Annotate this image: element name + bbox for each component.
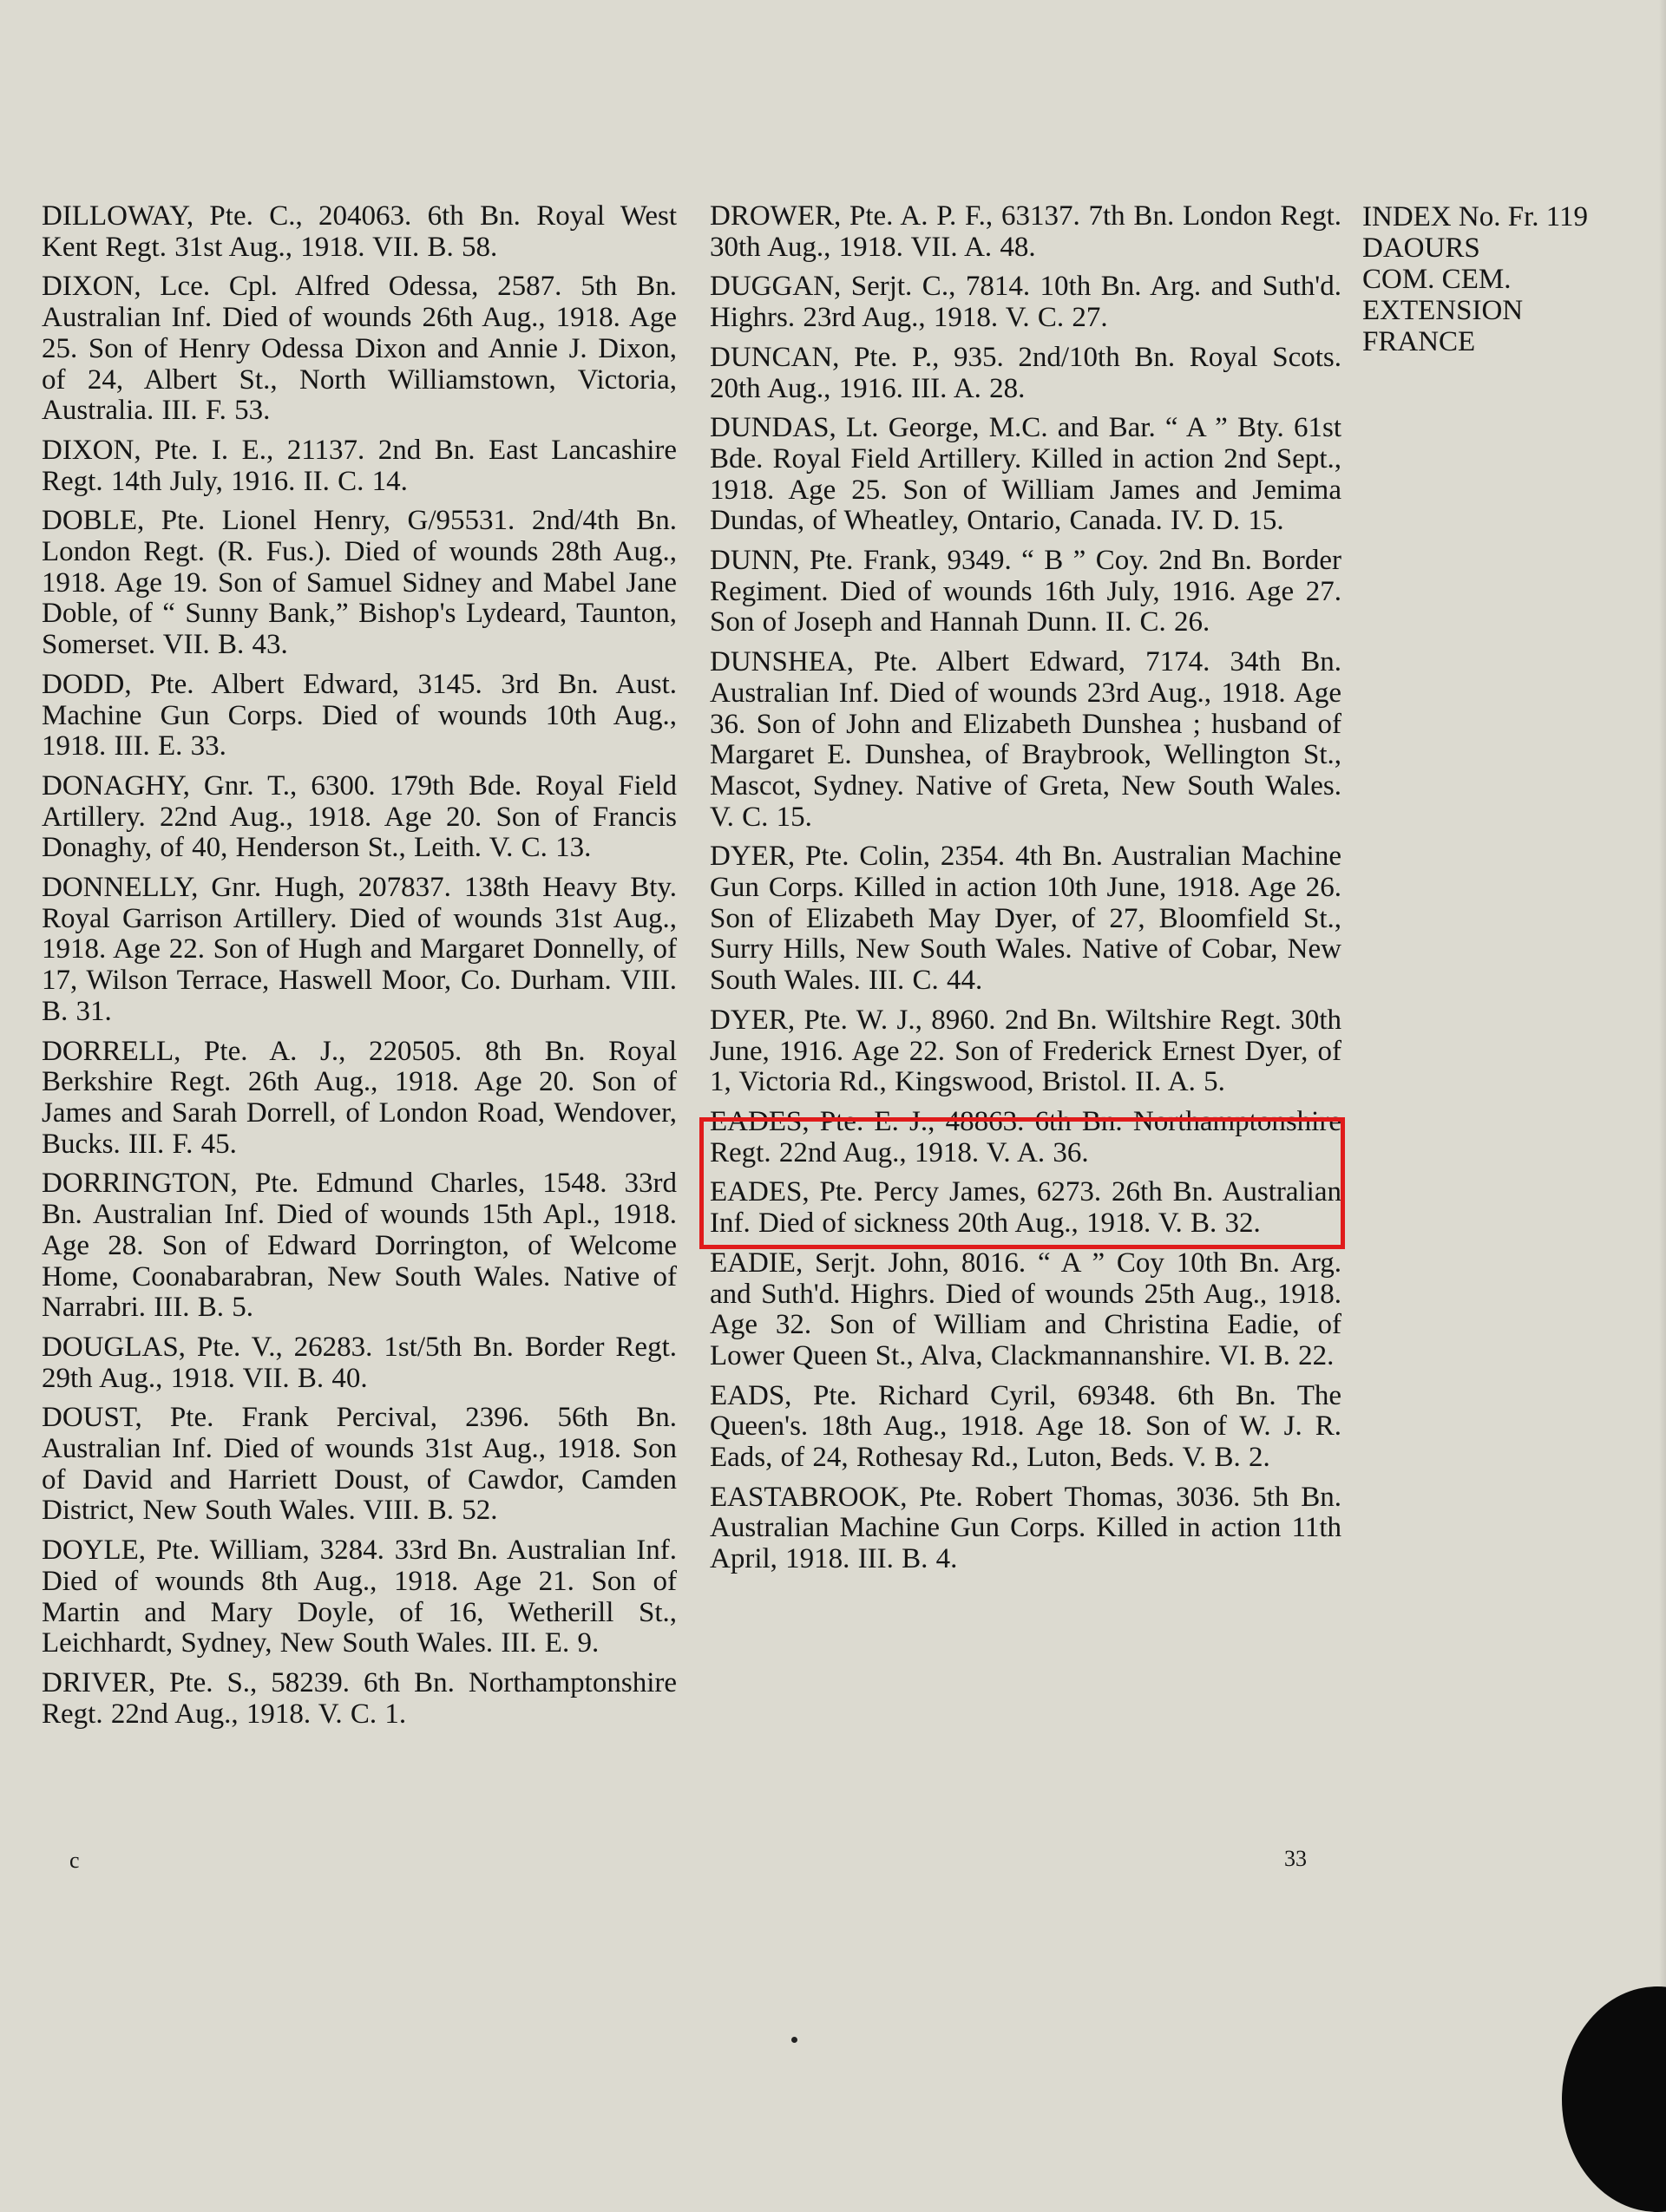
register-entry: DUNN, Pte. Frank, 9349. “ B ” Coy. 2nd Bn. Border Regiment. Died of wounds 16th July, 1916. Age 27. Son of Joseph and Hannah Dunn. II. C. 26. (710, 545, 1341, 638)
register-entry: DOUST, Pte. Frank Percival, 2396. 56th Bn. Australian Inf. Died of wounds 31st Aug., 1918. Son of David and Harriett Doust, of Cawdor, Camden District, New South Wales. VIII. B. 52. (42, 1402, 677, 1527)
highlighted-register-entry: DYER, Pte. W. J., 8960. 2nd Bn. Wiltshire Regt. 30th June, 1916. Age 22. Son of Frederick Ernest Dyer, of 1, Victoria Rd., Kingswood, Bristol. II. A. 5. (710, 1004, 1341, 1098)
register-entry: DUGGAN, Serjt. C., 7814. 10th Bn. Arg. and Suth'd. Highrs. 23rd Aug., 1918. V. C. 27. (710, 271, 1341, 334)
cemetery-heading (1362, 201, 1657, 357)
left-column (42, 201, 677, 1738)
register-entry: DYER, Pte. Colin, 2354. 4th Bn. Australian Machine Gun Corps. Killed in action 10th June, 1918. Age 26. Son of Elizabeth May Dyer, of 27, Bloomfield St., Surry Hills, New South Wales. Native of Cobar, New South Wales. III. C. 44. (710, 841, 1341, 997)
signature-mark: c (69, 1848, 80, 1873)
register-entry: DUNSHEA, Pte. Albert Edward, 7174. 34th Bn. Australian Inf. Died of wounds 23rd Aug., 1918. Age 36. Son of John and Elizabeth Dunshea ; husband of Margaret E. Dunshea, of Braybrook, Wellington St., Mascot, Sydney. Native of Greta, New South Wales. V. C. 15. (710, 646, 1341, 833)
register-entry: DROWER, Pte. A. P. F., 63137. 7th Bn. London Regt. 30th Aug., 1918. VII. A. 48. (710, 200, 1341, 263)
register-entry: DORRELL, Pte. A. J., 220505. 8th Bn. Royal Berkshire Regt. 26th Aug., 1918. Age 20. Son of James and Sarah Dorrell, of London Road, Wendover, Bucks. III. F. 45. (42, 1035, 677, 1160)
highlight-box (699, 1117, 1345, 1249)
register-entry: DOYLE, Pte. William, 3284. 33rd Bn. Australian Inf. Died of wounds 8th Aug., 1918. Age 21. Son of Martin and Mary Doyle, of 16, Wetherill St., Leichhardt, Sydney, New South Wales. III. E. 9. (42, 1535, 677, 1659)
register-entry: EADIE, Serjt. John, 8016. “ A ” Coy 10th Bn. Arg. and Suth'd. Highrs. Died of wounds 25th Aug., 1918. Age 32. Son of William and Christina Eadie, of Lower Queen St., Alva, Clackmannanshire. VI. B. 22. (710, 1247, 1341, 1371)
ink-dot (791, 2037, 797, 2043)
register-entry: DILLOWAY, Pte. C., 204063. 6th Bn. Royal West Kent Regt. 31st Aug., 1918. VII. B. 58. (42, 200, 677, 263)
register-entry: DONNELLY, Gnr. Hugh, 207837. 138th Heavy Bty. Royal Garrison Artillery. Died of wounds 31st Aug., 1918. Age 22. Son of Hugh and Margaret Donnelly, of 17, Wilson Terrace, Haswell Moor, Co. Durham. VIII. B. 31. (42, 872, 677, 1027)
corner-shadow (1562, 1986, 1666, 2212)
register-entry: EADES, Pte. E. J., 48863. 6th Bn. Northamptonshire Regt. 22nd Aug., 1918. V. A. 36. (710, 1105, 1341, 1168)
register-entry: DRIVER, Pte. S., 58239. 6th Bn. Northamptonshire Regt. 22nd Aug., 1918. V. C. 1. (42, 1666, 677, 1730)
page-edge-shade (1659, 0, 1666, 2165)
register-entry: EASTABROOK, Pte. Robert Thomas, 3036. 5th Bn. Australian Machine Gun Corps. Killed in action 11th April, 1918. III. B. 4. (710, 1481, 1341, 1575)
register-entry: DIXON, Lce. Cpl. Alfred Odessa, 2587. 5th Bn. Australian Inf. Died of wounds 26th Aug., 1918. Age 25. Son of Henry Odessa Dixon and Annie J. Dixon, of 24, Albert St., North Williamstown, Victoria, Australia. III. F. 53. (42, 271, 677, 427)
index-number: INDEX No. Fr. 119 (1362, 201, 1589, 232)
middle-column (710, 201, 1341, 1584)
cemetery-name-line: EXTENSION (1362, 295, 1524, 326)
register-entry: DODD, Pte. Albert Edward, 3145. 3rd Bn. Aust. Machine Gun Corps. Died of wounds 10th Aug., 1918. III. E. 33. (42, 668, 677, 762)
register-entry: EADES, Pte. Percy James, 6273. 26th Bn. Australian Inf. Died of sickness 20th Aug., 1918. V. B. 32. (710, 1176, 1341, 1240)
register-entry: DORRINGTON, Pte. Edmund Charles, 1548. 33rd Bn. Australian Inf. Died of wounds 15th Apl., 1918. Age 28. Son of Edward Dorrington, of Welcome Home, Coonabarabran, New South Wales. Native of Narrabri. III. B. 5. (42, 1168, 677, 1324)
cemetery-name-line: FRANCE (1362, 326, 1476, 357)
register-entry: EADS, Pte. Richard Cyril, 69348. 6th Bn. The Queen's. 18th Aug., 1918. Age 18. Son of W. J. R. Eads, of 24, Rothesay Rd., Luton, Beds. V. B. 2. (710, 1379, 1341, 1474)
register-entry: DONAGHY, Gnr. T., 6300. 179th Bde. Royal Field Artillery. 22nd Aug., 1918. Age 20. Son of Francis Donaghy, of 40, Henderson St., Leith. V. C. 13. (42, 769, 677, 864)
cemetery-name-line: COM. CEM. (1362, 264, 1512, 295)
register-entry: DIXON, Pte. I. E., 21137. 2nd Bn. East Lancashire Regt. 14th July, 1916. II. C. 14. (42, 434, 677, 497)
register-entry: DUNCAN, Pte. P., 935. 2nd/10th Bn. Royal Scots. 20th Aug., 1916. III. A. 28. (710, 341, 1341, 404)
register-entry: DUNDAS, Lt. George, M.C. and Bar. “ A ” Bty. 61st Bde. Royal Field Artillery. Killed in action 2nd Sept., 1918. Age 25. Son of William James and Jemima Dundas, of Wheatley, Ontario, Canada. IV. D. 15. (710, 412, 1341, 537)
register-entry: DOUGLAS, Pte. V., 26283. 1st/5th Bn. Border Regt. 29th Aug., 1918. VII. B. 40. (42, 1331, 677, 1394)
register-entry: DOBLE, Pte. Lionel Henry, G/95531. 2nd/4th Bn. London Regt. (R. Fus.). Died of wounds 28th Aug., 1918. Age 19. Son of Samuel Sidney and Mabel Jane Doble, of “ Sunny Bank,” Bishop's Lydeard, Taunton, Somerset. VII. B. 43. (42, 505, 677, 661)
page-number: 33 (1284, 1846, 1307, 1871)
cemetery-name-line: DAOURS (1362, 232, 1480, 264)
